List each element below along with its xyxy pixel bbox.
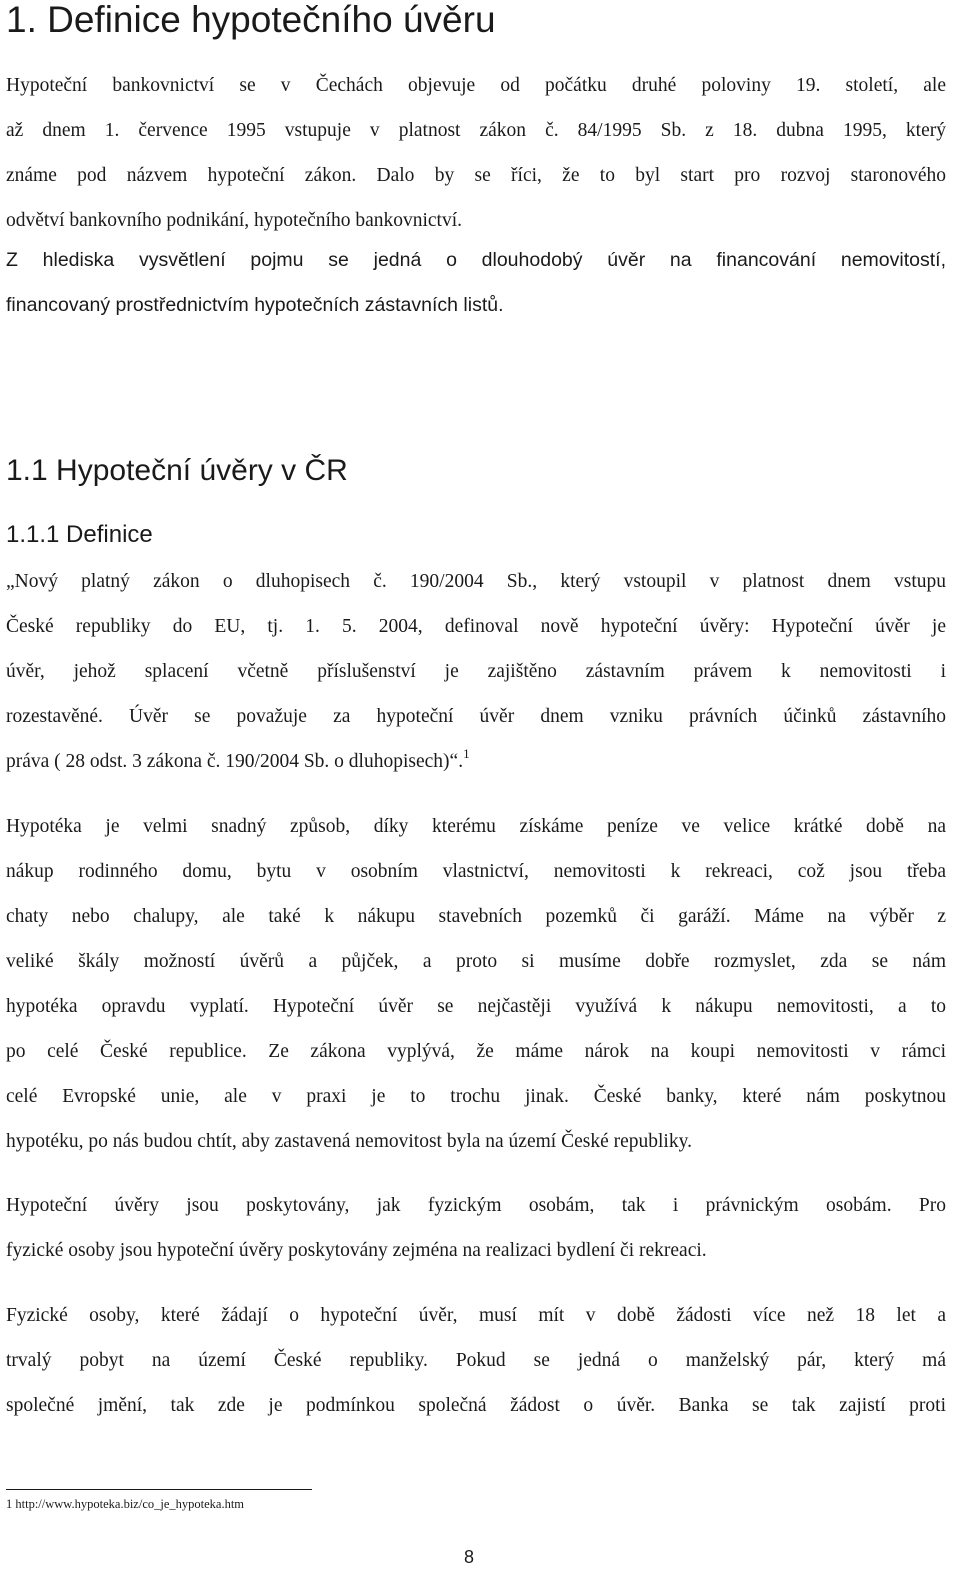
definition-paragraph <box>6 559 946 784</box>
text-line: Z hlediska vysvětlení pojmu se jedná o dlouhodobý úvěr na financování nemovitostí, <box>6 249 946 271</box>
text-line: až dnem 1. července 1995 vstupuje v platnost zákon č. 84/1995 Sb. z 18. dubna 1995, který <box>6 120 946 141</box>
text-line: „Nový platný zákon o dluhopisech č. 190/2004 Sb., který vstoupil v platnost dnem vstupu <box>6 571 946 592</box>
text-line: trvalý pobyt na území České republiky. Pokud se jedná o manželský pár, který má <box>6 1350 946 1371</box>
section-heading: 1.1 Hypoteční úvěry v ČR <box>6 454 348 487</box>
text-line-content: práva ( 28 odst. 3 zákona č. 190/2004 Sb. o dluhopisech)“. <box>6 751 464 772</box>
text-line: celé Evropské unie, ale v praxi je to trochu jinak. České banky, které nám poskytnou <box>6 1086 946 1107</box>
text-line: odvětví bankovního podnikání, hypotečního bankovnictví. <box>6 210 463 231</box>
text-line: Hypoteční bankovnictví se v Čechách objevuje od počátku druhé poloviny 19. století, ale <box>6 75 946 96</box>
text-line: známe pod názvem hypoteční zákon. Dalo by se říci, že to byl start pro rozvoj staronového <box>6 165 946 186</box>
text-line: úvěr, jehož splacení včetně příslušenství je zajištěno zástavním právem k nemovitosti i <box>6 661 946 682</box>
text-line: chaty nebo chalupy, ale také k nákupu stavebních pozemků či garáží. Máme na výběr z <box>6 906 946 927</box>
text-line: po celé České republice. Ze zákona vyplývá, že máme nárok na koupi nemovitosti v rámci <box>6 1041 946 1062</box>
text-line: Fyzické osoby, které žádají o hypoteční úvěr, musí mít v době žádosti více než 18 let a <box>6 1305 946 1326</box>
text-line: Hypotéka je velmi snadný způsob, díky kterému získáme peníze ve velice krátké době na <box>6 816 946 837</box>
text-line: hypotéku, po nás budou chtít, aby zastavená nemovitost byla na území České republiky. <box>6 1131 692 1152</box>
explanation-paragraph <box>6 238 946 328</box>
subsection-heading: 1.1.1 Definice <box>6 521 153 548</box>
text-line: České republiky do EU, tj. 1. 5. 2004, definoval nově hypoteční úvěry: Hypoteční úvěr je <box>6 616 946 637</box>
chapter-heading: 1. Definice hypotečního úvěru <box>6 0 496 40</box>
text-line: financovaný prostřednictvím hypotečních zástavních listů. <box>6 294 504 316</box>
requirements-paragraph <box>6 1293 946 1428</box>
persons-paragraph <box>6 1183 946 1273</box>
text-line: Hypoteční úvěry jsou poskytovány, jak fyzickým osobám, tak i právnickým osobám. Pro <box>6 1195 946 1216</box>
footnote: 1 http://www.hypoteka.biz/co_je_hypoteka.htm <box>6 1497 245 1511</box>
mortgage-paragraph <box>6 804 946 1164</box>
text-line <box>6 739 946 784</box>
intro-paragraph <box>6 63 946 243</box>
footnote-separator <box>6 1489 312 1490</box>
page-number: 8 <box>464 1547 475 1567</box>
text-line: společné jmění, tak zde je podmínkou společná žádost o úvěr. Banka se tak zajistí proti <box>6 1395 946 1416</box>
footnote-reference: 1 <box>463 746 470 761</box>
text-line: rozestavěné. Úvěr se považuje za hypoteční úvěr dnem vzniku právních účinků zástavního <box>6 706 946 727</box>
text-line: veliké škály možností úvěrů a půjček, a proto si musíme dobře rozmyslet, zda se nám <box>6 951 946 972</box>
text-line: hypotéka opravdu vyplatí. Hypoteční úvěr se nejčastěji využívá k nákupu nemovitosti, a to <box>6 996 946 1017</box>
text-line: fyzické osoby jsou hypoteční úvěry poskytovány zejména na realizaci bydlení či rekreaci. <box>6 1240 707 1261</box>
text-line: nákup rodinného domu, bytu v osobním vlastnictví, nemovitosti k rekreaci, což jsou třeba <box>6 861 946 882</box>
